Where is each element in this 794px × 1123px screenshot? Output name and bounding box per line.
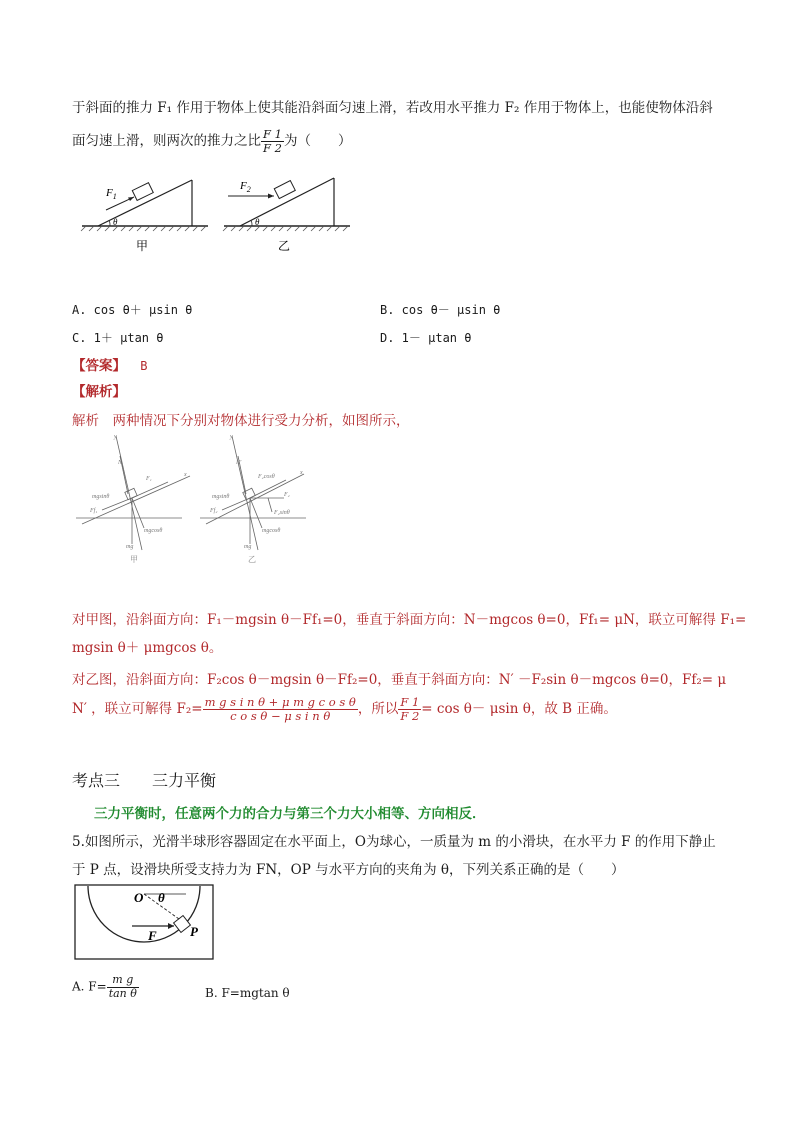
svg-text:x: x <box>300 470 303 476</box>
q5-option-b[interactable]: B. F=mgtan θ <box>205 986 290 1000</box>
q5-option-a[interactable] <box>72 974 139 1000</box>
q4-f2-den: c o s θ − μ s i n θ <box>230 709 331 724</box>
svg-text:mgsinθ: mgsinθ <box>212 494 230 500</box>
svg-text:Ff₂: Ff₂ <box>210 508 218 514</box>
q4-f2-num: m g s i n θ + μ m g c o s θ <box>204 695 356 709</box>
q4-incline-figure <box>76 162 366 262</box>
q4-stem-line2 <box>72 128 351 155</box>
q5-hemisphere-figure <box>74 884 216 960</box>
svg-text:x: x <box>184 472 187 478</box>
section-title: 考点三 三力平衡 <box>72 771 217 790</box>
q4-stem-line2-suffix: 为（ ） <box>283 133 352 150</box>
q4-analysis-line2: mgsin θ＋ μmgcos θ。 <box>72 640 223 656</box>
svg-text:y: y <box>230 434 233 440</box>
q4-answer-label: 【答案】 <box>72 358 126 374</box>
q4-option-a[interactable]: A. cos θ＋ μsin θ <box>72 303 193 317</box>
svg-text:mgcosθ: mgcosθ <box>262 528 281 534</box>
q4-stem-line1: 于斜面的推力 F₁ 作用于物体上使其能沿斜面匀速上滑，若改用水平推力 F₂ 作用于物体上，也能使物体沿斜 <box>72 100 713 116</box>
svg-text:mg: mg <box>244 544 252 550</box>
q4-fig-right-label: 乙 <box>278 239 291 253</box>
q4-analysis-line1: 对甲图，沿斜面方向：F₁－mgsin θ－Ff₁=0，垂直于斜面方向：N－mgcos θ=0，Ff₁= μN，联立可解得 F₁= <box>72 612 747 628</box>
q4-option-b[interactable]: B. cos θ－ μsin θ <box>380 303 501 317</box>
q4-ratio-num: F 1 <box>263 127 282 141</box>
incline-left <box>81 180 208 253</box>
q4-analysis-fig-left: 甲 <box>130 555 138 564</box>
svg-text:mgsinθ: mgsinθ <box>92 494 110 500</box>
svg-text:y: y <box>114 434 117 440</box>
svg-text:mgcosθ: mgcosθ <box>144 528 163 534</box>
svg-text:F₁: F₁ <box>146 476 152 482</box>
q5-option-a-prefix: A. F= <box>72 979 107 994</box>
q4-stem-line2-prefix: 面匀速上滑，则两次的推力之比 <box>72 133 261 150</box>
q4-f2-fraction <box>203 696 358 723</box>
svg-text:N′: N′ <box>236 460 242 466</box>
q4-analysis-line4-mid: ，所以 <box>357 701 399 718</box>
svg-text:F₂sinθ: F₂sinθ <box>274 510 290 516</box>
q4-ratio2-fraction <box>398 696 421 723</box>
q4-option-d[interactable]: D. 1－ μtan θ <box>380 331 472 345</box>
section-tip: 三力平衡时，任意两个力的合力与第三个力大小相等、方向相反． <box>94 806 486 822</box>
q4-ratio-fraction <box>261 128 284 155</box>
q4-analysis-line4-suffix: = cos θ－ μsin θ，故 B 正确。 <box>421 701 617 718</box>
q5-fig-theta: θ <box>158 890 165 905</box>
q4-answer-row <box>72 354 148 374</box>
incline-right <box>223 178 350 253</box>
q4-force-diagram <box>72 432 312 564</box>
q4-analysis-fig-right: 乙 <box>248 555 256 564</box>
svg-text:F₂cosθ: F₂cosθ <box>258 474 275 480</box>
q4-analysis-line4 <box>72 696 617 723</box>
q5-option-a-num: m g <box>107 974 139 988</box>
q4-analysis-label-row <box>72 380 126 400</box>
q5-fig-p: P <box>190 924 198 939</box>
q5-fig-f: F <box>148 928 157 943</box>
q4-fig-theta-left: θ <box>113 217 118 227</box>
svg-text:F₂: F₂ <box>284 492 290 498</box>
q4-fig-f1-label: $F_1$ <box>106 187 117 201</box>
q4-fig-left-label: 甲 <box>136 239 149 253</box>
q5-option-a-fraction <box>107 974 139 1000</box>
q4-ratio2-den: F 2 <box>400 709 420 724</box>
q5-option-a-den: tan θ <box>108 986 137 1000</box>
q5-stem-line1: 5.如图所示，光滑半球形容器固定在水平面上，O为球心，一质量为 m 的小滑块，在水平力 F 的作用下静止 <box>72 834 716 850</box>
q4-answer-value: B <box>140 359 148 373</box>
q5-fig-o: O <box>134 890 144 905</box>
q4-ratio2-num: F 1 <box>400 695 420 709</box>
q4-analysis-intro: 解析 两种情况下分别对物体进行受力分析，如图所示， <box>72 413 410 429</box>
svg-text:Ff₁: Ff₁ <box>90 508 98 514</box>
q4-fig-f2-label: $F_2$ <box>240 180 251 194</box>
q4-analysis-line4-prefix: N′ ，联立可解得 F₂= <box>72 701 203 718</box>
q5-stem-line2: 于 P 点，设滑块所受支持力为 FN，OP 与水平方向的夹角为 θ，下列关系正确的是（ ） <box>72 862 625 878</box>
q4-fig-theta-right: θ <box>255 217 260 227</box>
q4-analysis-label: 【解析】 <box>72 384 126 400</box>
q4-analysis-line3: 对乙图，沿斜面方向：F₂cos θ－mgsin θ－Ff₂=0，垂直于斜面方向：N′ －F₂sin θ－mgcos θ=0，Ff₂= μ <box>72 672 727 688</box>
q4-ratio-den: F 2 <box>263 141 282 156</box>
svg-text:mg: mg <box>126 544 134 550</box>
q4-option-c[interactable]: C. 1＋ μtan θ <box>72 331 164 345</box>
svg-text:N: N <box>118 460 123 466</box>
